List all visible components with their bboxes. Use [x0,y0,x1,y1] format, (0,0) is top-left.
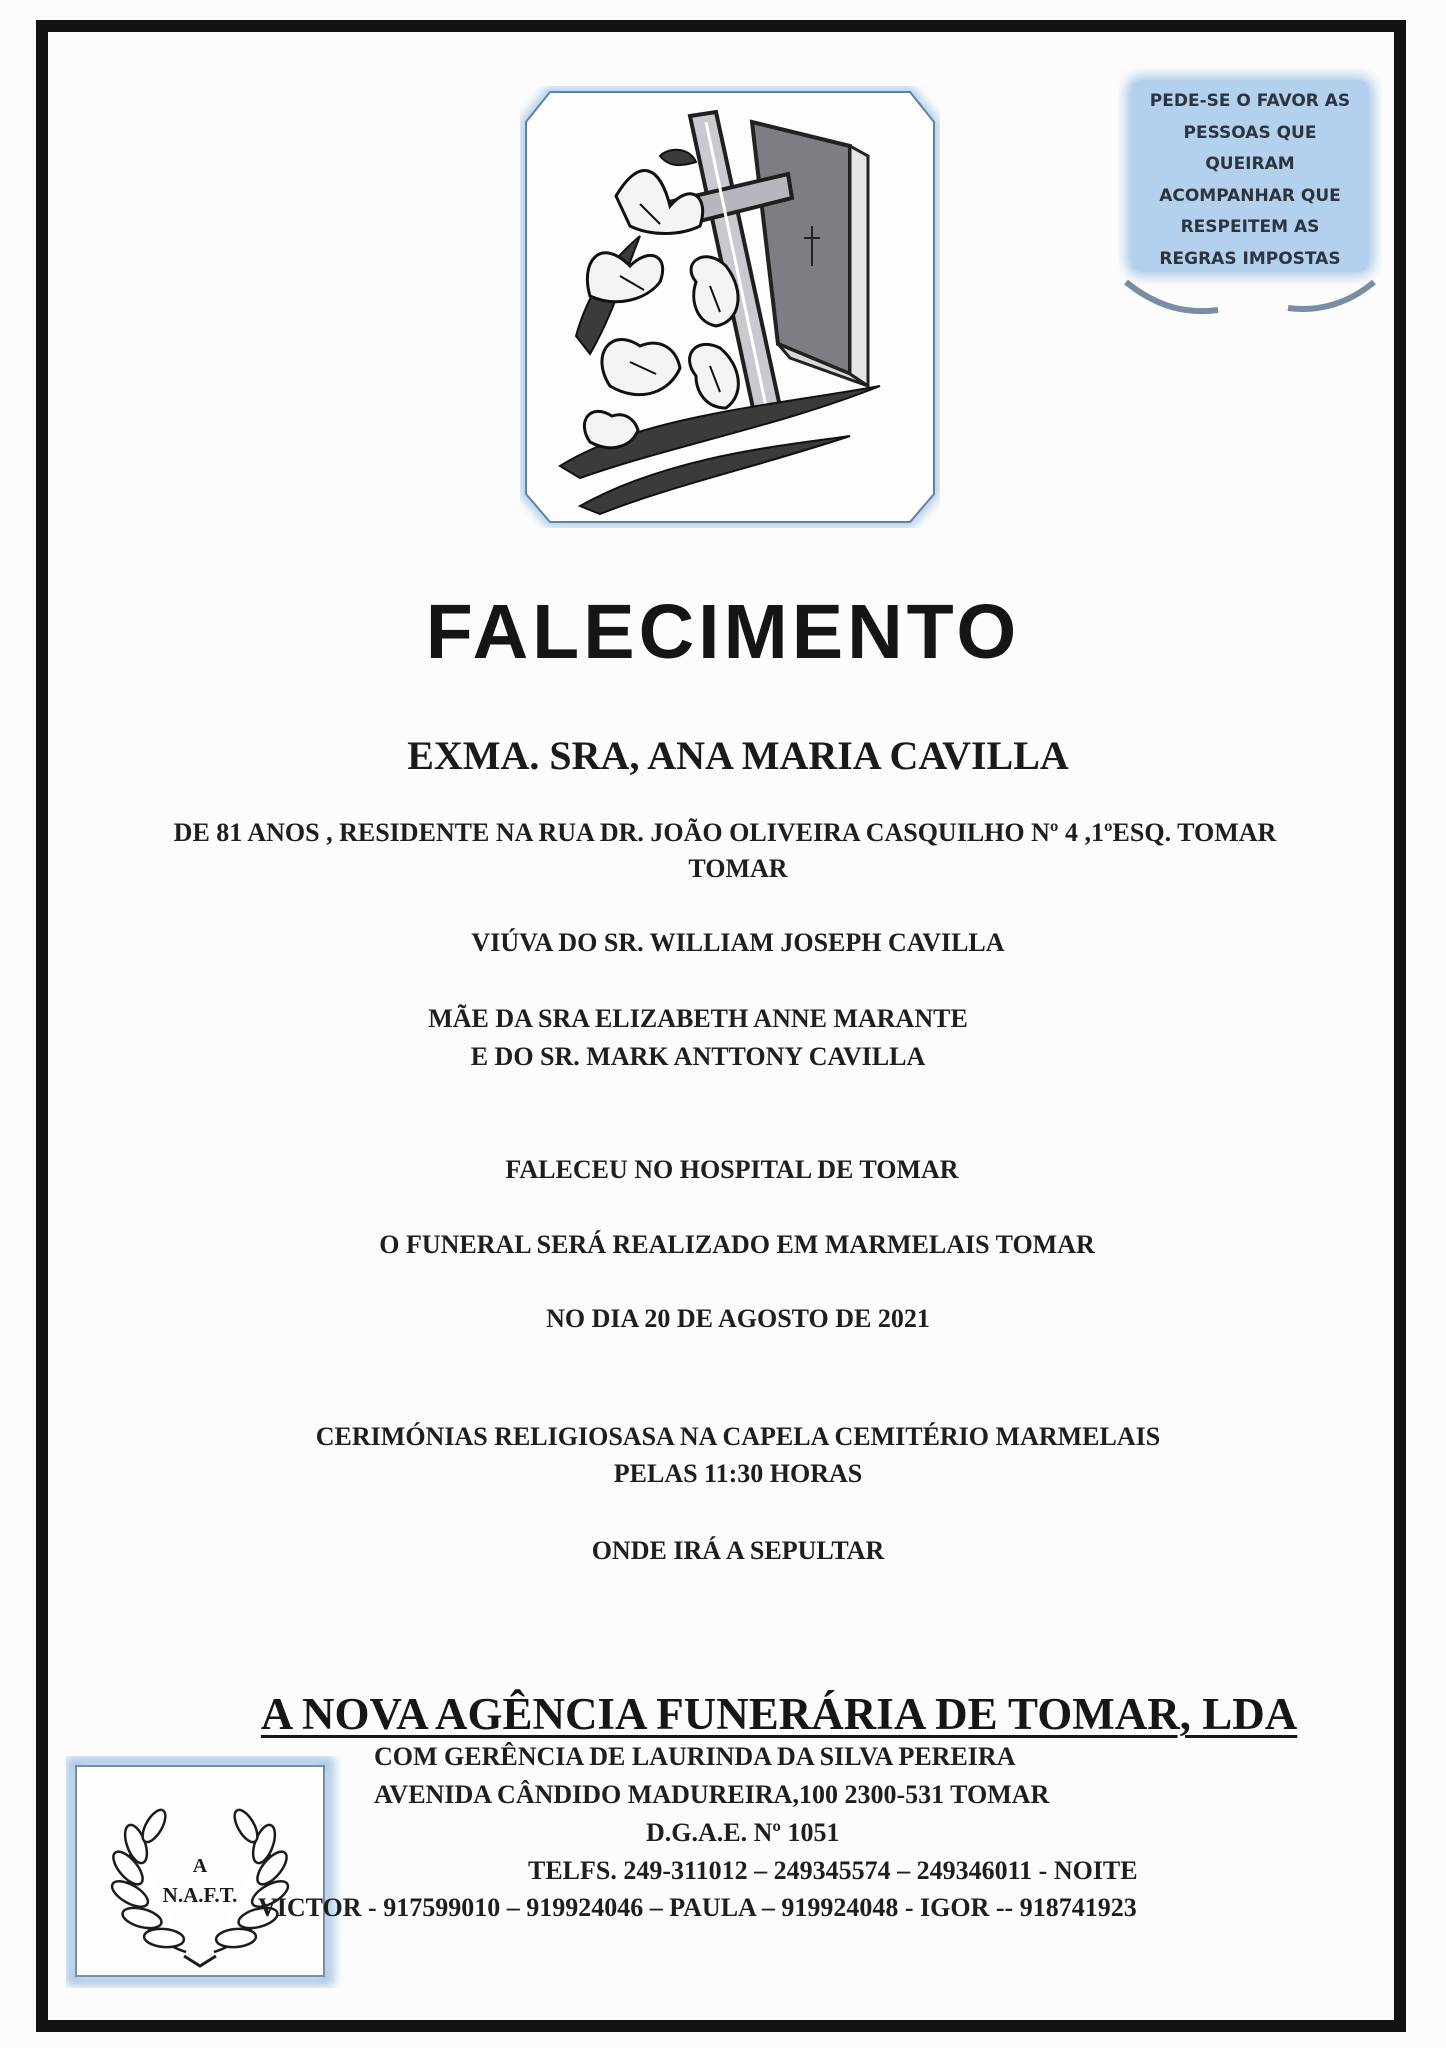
burial-line: ONDE IRÁ A SEPULTAR [591,1536,885,1565]
place-of-death: FALECEU NO HOSPITAL DE TOMAR [505,1155,959,1184]
agency-dgae: D.G.A.E. Nº 1051 [646,1818,840,1847]
widow-of-line: VIÚVA DO SR. WILLIAM JOSEPH CAVILLA [471,928,1005,957]
ceremonies-line-1: CERIMÓNIAS RELIGIOSASA NA CAPELA CEMITÉRIO MARMELAIS [315,1422,1161,1451]
agency-address: AVENIDA CÂNDIDO MADUREIRA,100 2300-531 TOMAR [374,1780,1050,1809]
agency-phones: TELFS. 249-311012 – 249345574 – 249346011 - NOITE [528,1856,1138,1885]
funeral-location: O FUNERAL SERÁ REALIZADO EM MARMELAIS TOMAR [379,1230,1095,1259]
agency-name: A NOVA AGÊNCIA FUNERÁRIA DE TOMAR, LDA [260,1689,1298,1739]
notice-line: PESSOAS QUE [1183,122,1317,143]
funeral-date: NO DIA 20 DE AGOSTO DE 2021 [546,1304,930,1333]
deceased-name: EXMA. SRA, ANA MARIA CAVILLA [407,733,1069,778]
logo-letter: A [192,1855,208,1877]
notice-line: REGRAS IMPOSTAS [1159,248,1341,269]
logo-initials: N.A.F.T. [162,1883,238,1907]
notice-line: ACOMPANHAR QUE [1159,185,1341,206]
notice-text [1132,86,1368,275]
page-title: FALECIMENTO [425,589,1021,675]
mother-of-line-1: MÃE DA SRA ELIZABETH ANNE MARANTE [428,1004,968,1033]
residence-line-2: TOMAR [688,854,788,883]
naft-laurel-logo [66,1756,356,1988]
ceremonies-line-2: PELAS 11:30 HORAS [613,1459,863,1488]
notice-line: PEDE-SE O FAVOR AS [1149,91,1351,111]
cross-and-lilies-emblem [520,86,940,528]
notice-line: RESPEITEM AS [1180,217,1320,237]
mother-of-line-2: E DO SR. MARK ANTTONY CAVILLA [470,1042,926,1071]
agency-management: COM GERÊNCIA DE LAURINDA DA SILVA PEREIRA [374,1742,1016,1771]
residence-line-1: DE 81 ANOS , RESIDENTE NA RUA DR. JOÃO OLIVEIRA CASQUILHO Nº 4 ,1ºESQ. TOMAR [173,818,1277,847]
notice-line: QUEIRAM [1205,154,1295,174]
agency-night-contacts: VICTOR - 917599010 – 919924046 – PAULA – 919924048 - IGOR -- 918741923 [258,1893,1137,1922]
